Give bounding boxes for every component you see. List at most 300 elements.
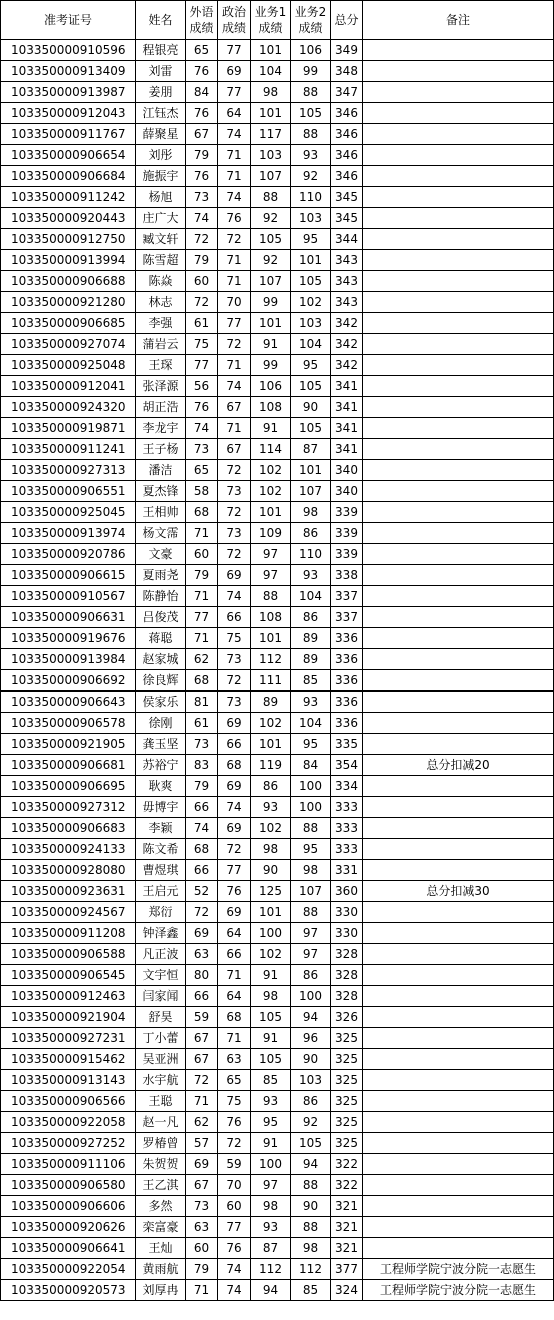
cell-note: [363, 1070, 554, 1091]
cell-major2: 105: [291, 376, 331, 397]
cell-note: [363, 103, 554, 124]
cell-major1: 108: [251, 607, 291, 628]
cell-major1: 92: [251, 250, 291, 271]
cell-note: [363, 776, 554, 797]
table-row: [1, 1259, 554, 1280]
table-row: [1, 1028, 554, 1049]
cell-total: 325: [331, 1070, 363, 1091]
header-name: 姓名: [136, 1, 186, 40]
cell-major1: 100: [251, 1154, 291, 1175]
cell-total: 377: [331, 1259, 363, 1280]
cell-name: 郑衍: [136, 902, 186, 923]
cell-foreign: 60: [186, 271, 218, 292]
cell-major1: 99: [251, 355, 291, 376]
cell-politics: 59: [218, 1154, 251, 1175]
cell-politics: 74: [218, 376, 251, 397]
cell-major2: 107: [291, 881, 331, 902]
cell-name: 龚玉坚: [136, 734, 186, 755]
cell-foreign: 76: [186, 397, 218, 418]
cell-note: [363, 250, 554, 271]
cell-total: 331: [331, 860, 363, 881]
cell-major2: 86: [291, 523, 331, 544]
cell-note: [363, 1112, 554, 1133]
cell-exam-id: 103350000920786: [1, 544, 136, 565]
cell-foreign: 74: [186, 208, 218, 229]
cell-total: 346: [331, 145, 363, 166]
cell-note: [363, 376, 554, 397]
cell-note: [363, 61, 554, 82]
cell-note: [363, 565, 554, 586]
cell-major2: 104: [291, 334, 331, 355]
cell-exam-id: 103350000906684: [1, 166, 136, 187]
cell-note: [363, 1217, 554, 1238]
cell-major2: 88: [291, 1217, 331, 1238]
cell-exam-id: 103350000906688: [1, 271, 136, 292]
cell-major2: 84: [291, 755, 331, 776]
table-row: [1, 166, 554, 187]
cell-exam-id: 103350000921904: [1, 1007, 136, 1028]
cell-major1: 105: [251, 1049, 291, 1070]
cell-exam-id: 103350000906606: [1, 1196, 136, 1217]
cell-note: [363, 670, 554, 692]
cell-major2: 86: [291, 607, 331, 628]
cell-foreign: 65: [186, 40, 218, 61]
cell-foreign: 58: [186, 481, 218, 502]
cell-major1: 98: [251, 1196, 291, 1217]
cell-politics: 77: [218, 40, 251, 61]
cell-major2: 95: [291, 839, 331, 860]
cell-exam-id: 103350000921280: [1, 292, 136, 313]
cell-major2: 103: [291, 208, 331, 229]
cell-exam-id: 103350000920443: [1, 208, 136, 229]
table-row: [1, 103, 554, 124]
cell-exam-id: 103350000925045: [1, 502, 136, 523]
cell-politics: 76: [218, 1112, 251, 1133]
table-row: [1, 502, 554, 523]
cell-foreign: 71: [186, 628, 218, 649]
cell-politics: 74: [218, 1280, 251, 1301]
cell-foreign: 75: [186, 334, 218, 355]
cell-politics: 72: [218, 544, 251, 565]
table-row: [1, 544, 554, 565]
cell-total: 336: [331, 649, 363, 670]
cell-note: [363, 734, 554, 755]
table-row: [1, 1007, 554, 1028]
cell-politics: 67: [218, 439, 251, 460]
cell-exam-id: 103350000923631: [1, 881, 136, 902]
cell-major1: 102: [251, 944, 291, 965]
cell-major1: 125: [251, 881, 291, 902]
cell-major2: 105: [291, 1133, 331, 1154]
cell-name: 罗椿曾: [136, 1133, 186, 1154]
table-row: [1, 734, 554, 755]
cell-exam-id: 103350000920573: [1, 1280, 136, 1301]
cell-name: 吴亚洲: [136, 1049, 186, 1070]
cell-politics: 72: [218, 502, 251, 523]
cell-name: 毋博宇: [136, 797, 186, 818]
cell-exam-id: 103350000912041: [1, 376, 136, 397]
cell-exam-id: 103350000906631: [1, 607, 136, 628]
cell-total: 343: [331, 250, 363, 271]
cell-name: 陈焱: [136, 271, 186, 292]
table-row: [1, 481, 554, 502]
cell-total: 336: [331, 691, 363, 713]
table-row: [1, 586, 554, 607]
cell-foreign: 63: [186, 944, 218, 965]
cell-exam-id: 103350000913994: [1, 250, 136, 271]
cell-foreign: 80: [186, 965, 218, 986]
cell-foreign: 66: [186, 797, 218, 818]
cell-foreign: 79: [186, 565, 218, 586]
cell-name: 蒲岩云: [136, 334, 186, 355]
cell-exam-id: 103350000906654: [1, 145, 136, 166]
cell-foreign: 73: [186, 187, 218, 208]
table-row: [1, 923, 554, 944]
cell-name: 夏杰锋: [136, 481, 186, 502]
cell-exam-id: 103350000911767: [1, 124, 136, 145]
cell-foreign: 73: [186, 734, 218, 755]
cell-major1: 91: [251, 1133, 291, 1154]
cell-total: 325: [331, 1091, 363, 1112]
table-row: [1, 229, 554, 250]
cell-note: [363, 986, 554, 1007]
cell-major2: 88: [291, 902, 331, 923]
cell-total: 334: [331, 776, 363, 797]
cell-total: 333: [331, 797, 363, 818]
cell-foreign: 68: [186, 502, 218, 523]
cell-total: 325: [331, 1133, 363, 1154]
cell-foreign: 67: [186, 1028, 218, 1049]
table-row: [1, 1070, 554, 1091]
cell-name: 栾富豪: [136, 1217, 186, 1238]
cell-politics: 69: [218, 902, 251, 923]
cell-foreign: 72: [186, 292, 218, 313]
table-row: [1, 797, 554, 818]
cell-note: [363, 944, 554, 965]
cell-foreign: 62: [186, 649, 218, 670]
cell-foreign: 74: [186, 818, 218, 839]
cell-name: 侯家乐: [136, 691, 186, 713]
cell-major1: 97: [251, 544, 291, 565]
cell-exam-id: 103350000906692: [1, 670, 136, 692]
cell-total: 346: [331, 166, 363, 187]
cell-politics: 71: [218, 965, 251, 986]
table-row: [1, 124, 554, 145]
cell-major2: 90: [291, 1196, 331, 1217]
cell-major2: 90: [291, 397, 331, 418]
cell-total: 330: [331, 923, 363, 944]
cell-major2: 106: [291, 40, 331, 61]
cell-name: 杨文霈: [136, 523, 186, 544]
table-row: [1, 61, 554, 82]
cell-name: 江钰杰: [136, 103, 186, 124]
cell-exam-id: 103350000924567: [1, 902, 136, 923]
table-row: [1, 902, 554, 923]
cell-politics: 60: [218, 1196, 251, 1217]
cell-politics: 74: [218, 1259, 251, 1280]
cell-exam-id: 103350000922058: [1, 1112, 136, 1133]
cell-total: 349: [331, 40, 363, 61]
cell-name: 林志: [136, 292, 186, 313]
cell-foreign: 76: [186, 61, 218, 82]
cell-politics: 77: [218, 82, 251, 103]
cell-name: 文宇恒: [136, 965, 186, 986]
cell-major2: 100: [291, 776, 331, 797]
cell-politics: 69: [218, 776, 251, 797]
cell-major2: 88: [291, 818, 331, 839]
cell-name: 黄雨航: [136, 1259, 186, 1280]
cell-foreign: 81: [186, 691, 218, 713]
cell-total: 347: [331, 82, 363, 103]
cell-foreign: 65: [186, 460, 218, 481]
cell-major2: 94: [291, 1154, 331, 1175]
cell-major2: 98: [291, 860, 331, 881]
cell-exam-id: 103350000927252: [1, 1133, 136, 1154]
table-row: [1, 1091, 554, 1112]
cell-total: 339: [331, 523, 363, 544]
cell-exam-id: 103350000911241: [1, 439, 136, 460]
cell-major1: 98: [251, 82, 291, 103]
cell-foreign: 63: [186, 1217, 218, 1238]
cell-major1: 85: [251, 1070, 291, 1091]
table-row: [1, 839, 554, 860]
cell-politics: 69: [218, 565, 251, 586]
cell-foreign: 71: [186, 1280, 218, 1301]
cell-total: 341: [331, 397, 363, 418]
cell-exam-id: 103350000913974: [1, 523, 136, 544]
cell-exam-id: 103350000906566: [1, 1091, 136, 1112]
table-row: [1, 376, 554, 397]
cell-major1: 103: [251, 145, 291, 166]
table-row: [1, 271, 554, 292]
cell-note: [363, 1028, 554, 1049]
cell-major1: 109: [251, 523, 291, 544]
cell-exam-id: 103350000912750: [1, 229, 136, 250]
table-row: [1, 776, 554, 797]
table-row: [1, 1049, 554, 1070]
cell-exam-id: 103350000906685: [1, 313, 136, 334]
cell-name: 苏裕宁: [136, 755, 186, 776]
header-foreign-language: 外语 成绩: [186, 1, 218, 40]
cell-major1: 117: [251, 124, 291, 145]
table-row: [1, 691, 554, 713]
cell-name: 姜朋: [136, 82, 186, 103]
cell-major2: 112: [291, 1259, 331, 1280]
cell-politics: 76: [218, 1238, 251, 1259]
cell-major2: 95: [291, 734, 331, 755]
cell-exam-id: 103350000915462: [1, 1049, 136, 1070]
cell-total: 339: [331, 544, 363, 565]
table-row: [1, 355, 554, 376]
cell-name: 王聪: [136, 1091, 186, 1112]
cell-major1: 101: [251, 40, 291, 61]
cell-major2: 105: [291, 103, 331, 124]
cell-note: [363, 649, 554, 670]
cell-note: [363, 839, 554, 860]
cell-major2: 93: [291, 145, 331, 166]
cell-major1: 97: [251, 1175, 291, 1196]
cell-note: 工程师学院宁波分院一志愿生: [363, 1280, 554, 1301]
cell-politics: 64: [218, 986, 251, 1007]
cell-total: 330: [331, 902, 363, 923]
cell-politics: 66: [218, 607, 251, 628]
cell-name: 胡正浩: [136, 397, 186, 418]
cell-note: [363, 523, 554, 544]
cell-politics: 73: [218, 649, 251, 670]
cell-politics: 72: [218, 229, 251, 250]
cell-foreign: 79: [186, 145, 218, 166]
cell-total: 346: [331, 124, 363, 145]
cell-politics: 77: [218, 1217, 251, 1238]
cell-foreign: 72: [186, 229, 218, 250]
cell-major1: 101: [251, 313, 291, 334]
cell-major2: 90: [291, 1049, 331, 1070]
cell-politics: 72: [218, 1133, 251, 1154]
table-row: [1, 965, 554, 986]
cell-name: 蒋聪: [136, 628, 186, 649]
cell-note: [363, 439, 554, 460]
cell-name: 夏雨尧: [136, 565, 186, 586]
cell-politics: 71: [218, 145, 251, 166]
cell-foreign: 79: [186, 776, 218, 797]
cell-name: 闫家闻: [136, 986, 186, 1007]
cell-politics: 71: [218, 166, 251, 187]
cell-politics: 73: [218, 481, 251, 502]
cell-name: 徐刚: [136, 713, 186, 734]
cell-name: 刘厚冉: [136, 1280, 186, 1301]
table-row: [1, 1154, 554, 1175]
cell-major2: 88: [291, 82, 331, 103]
cell-foreign: 76: [186, 103, 218, 124]
cell-name: 陈文希: [136, 839, 186, 860]
table-row: [1, 1133, 554, 1154]
cell-major2: 100: [291, 797, 331, 818]
cell-name: 王琛: [136, 355, 186, 376]
header-note: 备注: [363, 1, 554, 40]
cell-major1: 101: [251, 734, 291, 755]
cell-major1: 114: [251, 439, 291, 460]
cell-total: 354: [331, 755, 363, 776]
cell-politics: 65: [218, 1070, 251, 1091]
cell-name: 吕俊茂: [136, 607, 186, 628]
cell-total: 322: [331, 1175, 363, 1196]
cell-note: [363, 208, 554, 229]
cell-note: [363, 860, 554, 881]
cell-exam-id: 103350000924133: [1, 839, 136, 860]
cell-total: 328: [331, 965, 363, 986]
cell-major1: 106: [251, 376, 291, 397]
cell-note: [363, 1196, 554, 1217]
cell-major2: 110: [291, 187, 331, 208]
cell-total: 340: [331, 481, 363, 502]
cell-major2: 88: [291, 124, 331, 145]
table-row: [1, 418, 554, 439]
cell-major1: 107: [251, 166, 291, 187]
table-row: [1, 860, 554, 881]
cell-major1: 91: [251, 965, 291, 986]
cell-politics: 77: [218, 313, 251, 334]
table-row: [1, 944, 554, 965]
cell-major2: 98: [291, 1238, 331, 1259]
cell-major2: 85: [291, 1280, 331, 1301]
cell-politics: 70: [218, 1175, 251, 1196]
cell-major2: 93: [291, 565, 331, 586]
cell-major1: 87: [251, 1238, 291, 1259]
header-exam-id: 准考证号: [1, 1, 136, 40]
table-row: [1, 187, 554, 208]
cell-major1: 91: [251, 1028, 291, 1049]
cell-name: 施振宇: [136, 166, 186, 187]
cell-exam-id: 103350000922054: [1, 1259, 136, 1280]
cell-total: 333: [331, 839, 363, 860]
cell-major2: 103: [291, 1070, 331, 1091]
cell-major2: 104: [291, 586, 331, 607]
cell-politics: 66: [218, 734, 251, 755]
cell-exam-id: 103350000913987: [1, 82, 136, 103]
cell-foreign: 71: [186, 1091, 218, 1112]
cell-exam-id: 103350000913143: [1, 1070, 136, 1091]
cell-name: 钟泽鑫: [136, 923, 186, 944]
cell-note: 工程师学院宁波分院一志愿生: [363, 1259, 554, 1280]
cell-major1: 101: [251, 502, 291, 523]
cell-name: 王启元: [136, 881, 186, 902]
header-total: 总分: [331, 1, 363, 40]
cell-major1: 91: [251, 334, 291, 355]
cell-name: 张泽源: [136, 376, 186, 397]
cell-politics: 69: [218, 61, 251, 82]
cell-foreign: 59: [186, 1007, 218, 1028]
cell-total: 342: [331, 355, 363, 376]
cell-total: 341: [331, 418, 363, 439]
cell-politics: 73: [218, 691, 251, 713]
cell-foreign: 71: [186, 586, 218, 607]
cell-note: [363, 818, 554, 839]
cell-exam-id: 103350000924320: [1, 397, 136, 418]
cell-major1: 91: [251, 418, 291, 439]
cell-major1: 104: [251, 61, 291, 82]
cell-major1: 105: [251, 229, 291, 250]
cell-note: [363, 923, 554, 944]
cell-total: 343: [331, 292, 363, 313]
cell-major1: 93: [251, 797, 291, 818]
cell-major1: 102: [251, 481, 291, 502]
cell-note: [363, 334, 554, 355]
header-politics: 政治 成绩: [218, 1, 251, 40]
cell-total: 337: [331, 607, 363, 628]
cell-major2: 101: [291, 460, 331, 481]
cell-foreign: 67: [186, 124, 218, 145]
cell-total: 333: [331, 818, 363, 839]
cell-note: [363, 1049, 554, 1070]
cell-politics: 76: [218, 208, 251, 229]
cell-note: [363, 1091, 554, 1112]
cell-politics: 71: [218, 271, 251, 292]
cell-name: 丁小蕾: [136, 1028, 186, 1049]
cell-exam-id: 103350000910567: [1, 586, 136, 607]
cell-note: [363, 902, 554, 923]
cell-politics: 72: [218, 839, 251, 860]
cell-note: [363, 1238, 554, 1259]
cell-foreign: 84: [186, 82, 218, 103]
cell-foreign: 61: [186, 313, 218, 334]
cell-total: 360: [331, 881, 363, 902]
cell-note: [363, 313, 554, 334]
table-row: [1, 1238, 554, 1259]
table-row: [1, 439, 554, 460]
cell-name: 舒昊: [136, 1007, 186, 1028]
cell-major2: 100: [291, 986, 331, 1007]
cell-note: [363, 1154, 554, 1175]
